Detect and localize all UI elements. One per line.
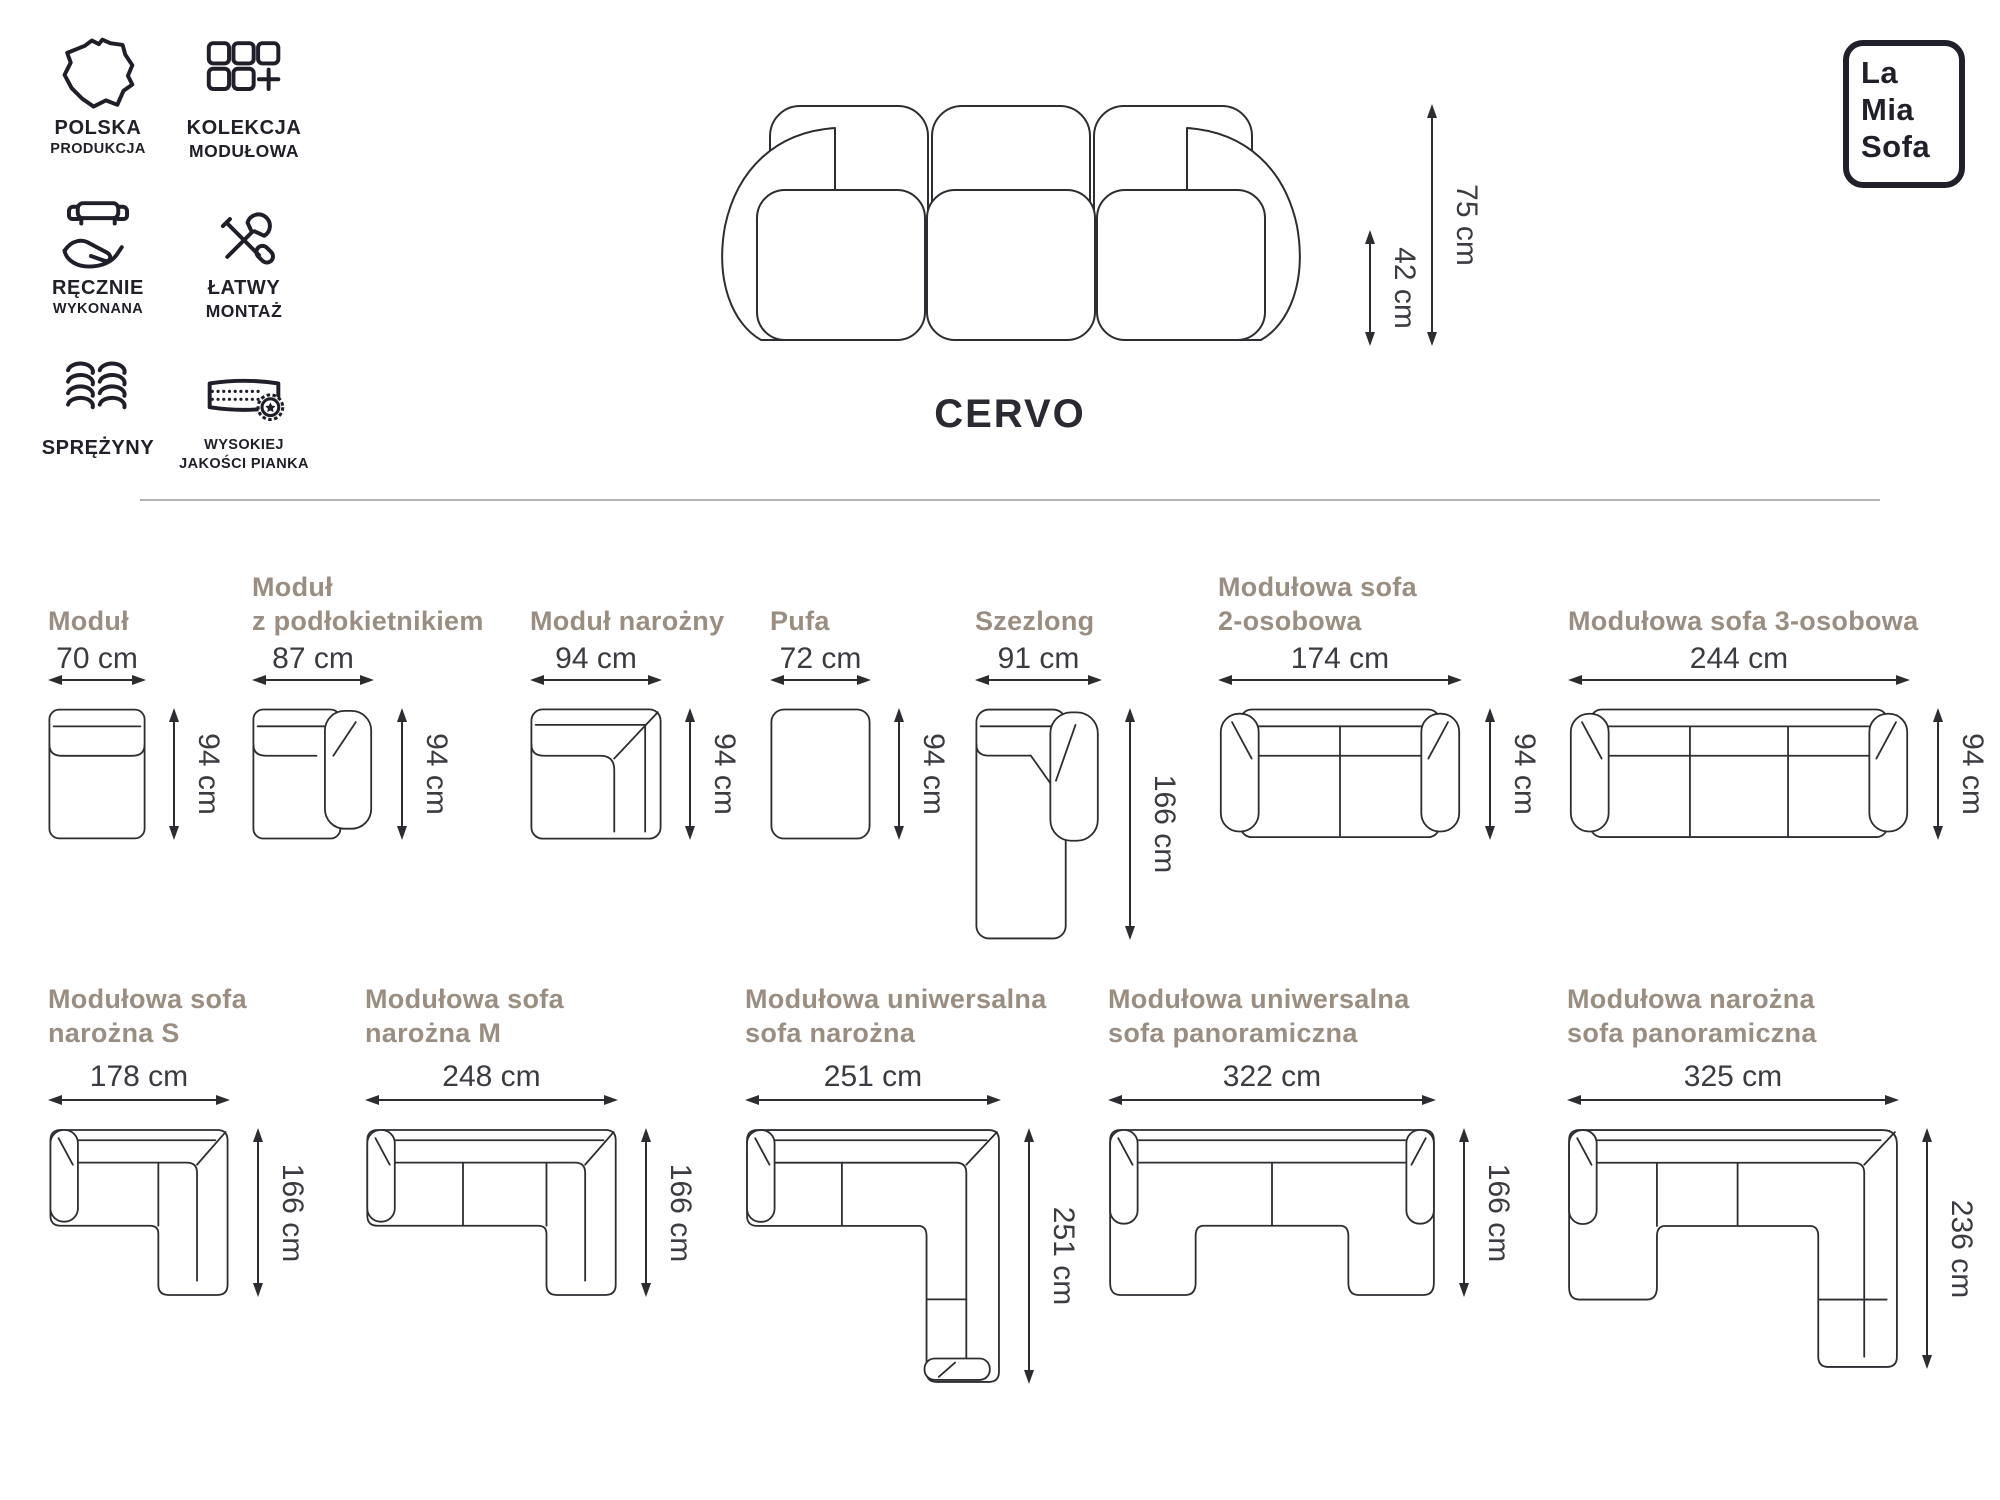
seat-height-arrow-wrap [1362,230,1378,351]
module-title [745,966,1047,1050]
height-dimension-arrow [891,708,907,840]
module-title-line: Modułowa sofa [365,984,564,1014]
module-width-label: 91 cm [997,642,1080,675]
product-name: CERVO [934,392,1086,436]
module-title-line: Modułowa sofa [48,984,247,1014]
width-dimension-arrow [1567,1092,1899,1108]
module-height-label: 251 cm [1047,1206,1080,1306]
easy-assembly-icon [200,192,288,276]
module-height-label: 94 cm [192,733,225,815]
module-width-label: 94 cm [555,642,637,675]
module-title-line: Szezlong [975,606,1095,636]
module-title [1567,966,1817,1050]
module-height-arrow [891,708,907,845]
module-top-view-panoramic_corner [1567,1128,1899,1369]
module-title [1568,556,1918,638]
height-dimension-arrow [1482,708,1498,840]
module-width-label: 325 cm [1683,1060,1783,1093]
width-dimension-arrow [1568,672,1910,688]
module-width-arrow [530,672,662,693]
module-top-view-universal_corner [745,1128,1001,1384]
module-width-label: 244 cm [1689,642,1789,675]
module-top-view-chaise [975,708,1102,940]
height-dimension-arrow [250,1128,266,1297]
foam-quality-icon [200,352,288,436]
module-width-arrow [770,672,871,693]
module-title-line: narożna M [365,1018,502,1048]
module-title [48,556,129,638]
width-dimension-arrow [1108,1092,1436,1108]
width-dimension-arrow [770,672,871,688]
module-height-arrow [682,708,698,845]
module-title-line: 2-osobowa [1218,606,1362,636]
feature-title: SPRĘŻYNY [41,437,155,459]
handmade-icon [54,192,142,276]
module-top-view-corner_m [365,1128,618,1297]
feature-handmade [18,192,178,319]
module-title-line: sofa panoramiczna [1567,1018,1817,1048]
feature-subtitle: PRODUKCJA [50,141,146,157]
module-height-label: 166 cm [1482,1163,1515,1262]
height-dimension-arrow [1424,104,1440,346]
module-height-label: 166 cm [664,1163,697,1262]
module-height-label: 236 cm [1945,1199,1978,1298]
module-width-label: 248 cm [442,1060,541,1093]
height-dimension-arrow [1122,708,1138,940]
feature-subtitle: MONTAŻ [205,301,283,321]
module-height-arrow [1456,1128,1472,1302]
width-dimension-arrow [48,1092,230,1108]
module-height-arrow [1122,708,1138,945]
brand-logo-line: La [1861,55,1899,90]
springs-icon [54,352,142,436]
module-height-label: 94 cm [708,733,741,815]
module-width-label: 72 cm [779,642,862,675]
module-title-line: Modułowa sofa 3-osobowa [1568,606,1919,636]
module-top-view-corner [530,708,662,840]
feature-easy-assembly [164,192,324,322]
width-dimension-arrow [1218,672,1462,688]
height-dimension-arrow [1919,1128,1935,1369]
feature-poland-map [18,32,178,159]
module-width-label: 87 cm [272,642,354,675]
module-title-line: Moduł [48,606,129,636]
module-title-line: narożna S [48,1018,180,1048]
module-width-arrow [252,672,374,693]
height-dimension-arrow [1456,1128,1472,1297]
module-top-view-sofa3 [1568,708,1910,840]
module-height-arrow [1021,1128,1037,1389]
module-width-label: 70 cm [56,642,138,675]
feature-subtitle: MODUŁOWA [189,141,299,161]
height-dimension-arrow [638,1128,654,1297]
width-dimension-arrow [252,672,374,688]
module-title-line: Modułowa sofa [1218,572,1417,602]
module-width-arrow [48,1092,230,1113]
height-dimension-arrow [394,708,410,840]
module-height-arrow [1482,708,1498,845]
module-height-label: 166 cm [276,1163,309,1262]
brand-logo-line: Sofa [1861,129,1931,164]
module-top-view-module_arm [252,708,374,840]
module-title-line: sofa panoramiczna [1108,1018,1358,1048]
feature-title: RĘCZNIE [52,277,144,299]
feature-title: WYSOKIEJ [204,437,284,453]
total-height-arrow-wrap [1424,104,1440,351]
module-height-label: 94 cm [917,733,950,815]
height-dimension-arrow [682,708,698,840]
height-dimension-arrow [1930,708,1946,840]
width-dimension-arrow [48,672,146,688]
seat-height-label: 42 cm [1388,247,1421,329]
module-width-label: 251 cm [823,1060,923,1093]
module-height-arrow [1930,708,1946,845]
module-top-view-panoramic_u [1108,1128,1436,1297]
module-top-view-corner_s [48,1128,230,1297]
module-title [365,966,564,1050]
module-title-line: Moduł narożny [530,606,725,636]
feature-subtitle: WYKONANA [52,301,144,317]
brand-logo [1843,40,1965,188]
module-width-arrow [745,1092,1001,1113]
module-title [975,556,1094,638]
module-title-line: Modułowa narożna [1567,984,1815,1014]
module-height-arrow [394,708,410,845]
module-top-view-sofa2 [1218,708,1462,840]
module-width-arrow [365,1092,618,1113]
height-dimension-arrow [1362,230,1378,346]
width-dimension-arrow [530,672,662,688]
module-width-arrow [1568,672,1910,693]
module-title [770,556,830,638]
module-height-arrow [166,708,182,845]
width-dimension-arrow [745,1092,1001,1108]
module-title [1108,966,1410,1050]
module-title-line: Moduł [252,572,333,602]
module-title [252,556,484,638]
width-dimension-arrow [365,1092,618,1108]
height-dimension-arrow [1021,1128,1037,1384]
module-title-line: Modułowa uniwersalna [1108,984,1410,1014]
module-title-line: Modułowa uniwersalna [745,984,1047,1014]
width-dimension-arrow [975,672,1102,688]
feature-title: POLSKA [54,117,142,139]
module-width-arrow [975,672,1102,693]
module-height-label: 94 cm [420,733,453,815]
module-title-line: z podłokietnikiem [252,606,484,636]
sofa-front-view [675,98,1347,348]
poland-map-icon [54,32,142,116]
module-height-arrow [638,1128,654,1302]
feature-title: KOLEKCJA [186,117,302,139]
section-divider [140,499,1880,501]
module-height-arrow [250,1128,266,1302]
module-width-arrow [1108,1092,1436,1113]
feature-title: ŁATWY [207,277,281,299]
module-title [1218,556,1417,638]
module-width-arrow [1218,672,1462,693]
module-top-view-pufa [770,708,871,840]
module-title [48,966,247,1050]
module-title-line: Pufa [770,606,830,636]
module-height-label: 94 cm [1956,733,1989,815]
module-top-view-module [48,708,146,840]
total-height-label: 75 cm [1450,184,1483,266]
modular-collection-icon [200,32,288,116]
module-width-label: 322 cm [1222,1060,1322,1093]
feature-foam-quality [164,352,324,474]
height-dimension-arrow [166,708,182,840]
module-width-label: 174 cm [1290,642,1390,675]
feature-subtitle: JAKOŚCI PIANKA [179,456,309,472]
module-height-label: 94 cm [1508,733,1541,815]
module-title [530,556,724,638]
module-width-arrow [48,672,146,693]
module-width-label: 178 cm [89,1060,189,1093]
module-width-arrow [1567,1092,1899,1113]
brand-logo-line: Mia [1861,92,1915,127]
module-height-arrow [1919,1128,1935,1374]
feature-springs [18,352,178,460]
feature-modular-collection [164,32,324,162]
module-title-line: sofa narożna [745,1018,916,1048]
module-height-label: 166 cm [1148,774,1181,874]
